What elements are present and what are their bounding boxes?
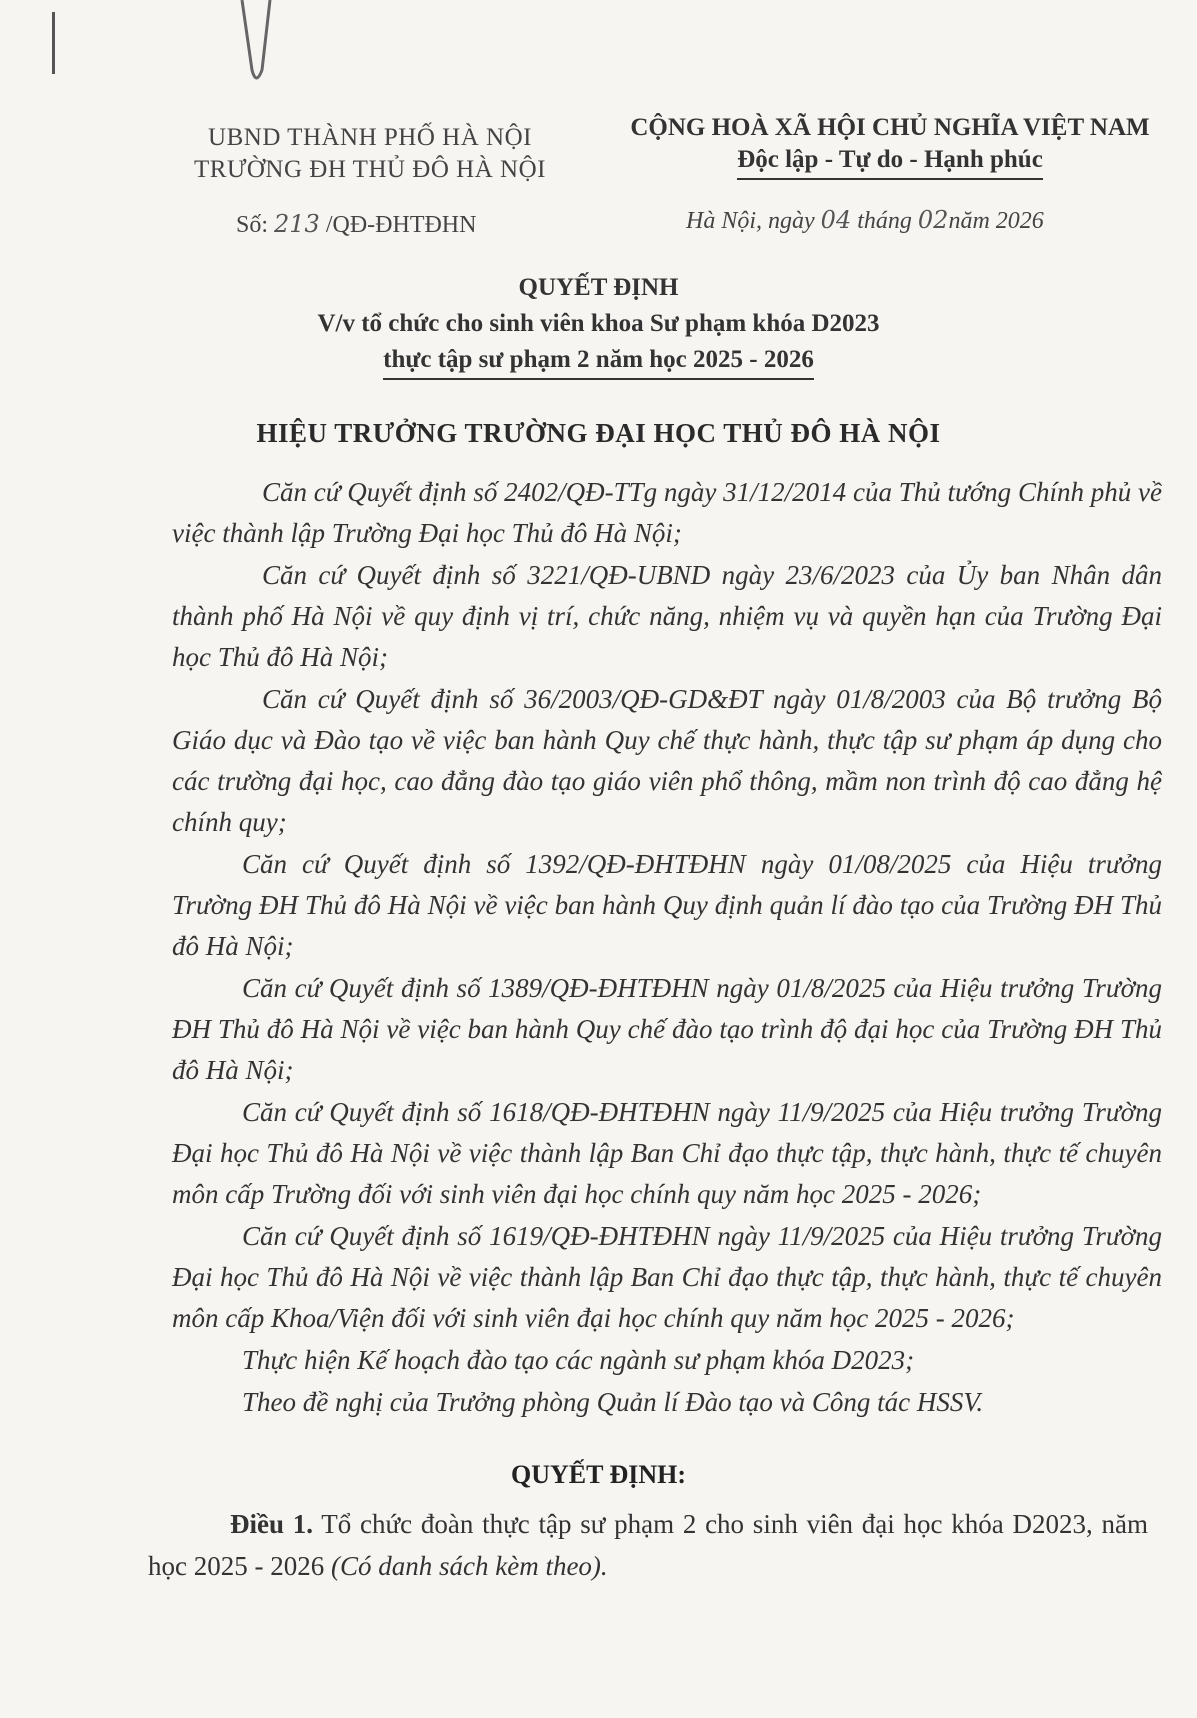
country-name: CỘNG HOÀ XÃ HỘI CHỦ NGHĨA VIỆT NAM [630, 114, 1150, 141]
university-name: TRƯỜNG ĐH THỦ ĐÔ HÀ NỘI [194, 156, 546, 183]
national-motto: Độc lập - Tự do - Hạnh phúc [737, 144, 1043, 180]
national-header [625, 112, 1155, 180]
article-1 [148, 1503, 1148, 1587]
ref-number: 213 [274, 210, 320, 238]
basis-paragraph: Căn cứ Quyết định số 1389/QĐ-ĐHTĐHN ngày 01/8/2025 của Hiệu trưởng Trường ĐH Thủ đô Hà Nội về việc ban hành Quy chế đào tạo trình độ đại học của Trường ĐH Thủ đô Hà Nội; [172, 973, 1162, 1085]
basis-paragraph: Căn cứ Quyết định số 1392/QĐ-ĐHTĐHN ngày 01/08/2025 của Hiệu trưởng Trường ĐH Thủ đô Hà Nội về việc ban hành Quy định quản lí đào tạo của Trường ĐH Thủ đô Hà Nội; [172, 849, 1162, 961]
basis-paragraph: Căn cứ Quyết định số 36/2003/QĐ-GD&ĐT ngày 01/8/2003 của Bộ trưởng Bộ Giáo dục và Đào tạo về việc ban hành Quy chế thực hành, thực tập sư phạm áp dụng cho các trường đại học, cao đẳng đào tạo giáo viên phổ thông, mầm non trình độ cao đẳng hệ chính quy; [172, 684, 1162, 837]
title-subject: V/v tổ chức cho sinh viên khoa Sư phạm khóa D2023 [317, 310, 880, 337]
basis-paragraph: Căn cứ Quyết định số 1619/QĐ-ĐHTĐHN ngày 11/9/2025 của Hiệu trưởng Trường Đại học Thủ đô Hà Nội về việc thành lập Ban Chỉ đạo thực tập, thực hành, thực tế chuyên môn cấp Khoa/Viện đối với sinh viên đại học chính quy năm học 2025 - 2026; [172, 1221, 1162, 1333]
margin-mark [52, 12, 55, 74]
issue-date [686, 206, 1044, 235]
date-month: 02 [917, 206, 949, 234]
decision-heading: QUYẾT ĐỊNH: [510, 1460, 687, 1489]
basis-paragraph: Căn cứ Quyết định số 1618/QĐ-ĐHTĐHN ngày 11/9/2025 của Hiệu trưởng Trường Đại học Thủ đô Hà Nội về việc thành lập Ban Chỉ đạo thực tập, thực hành, thực tế chuyên môn cấp Trường đối với sinh viên đại học chính quy năm học 2025 - 2026; [172, 1097, 1162, 1209]
date-year: năm 2026 [948, 208, 1044, 234]
title-type: QUYẾT ĐỊNH [518, 274, 679, 301]
article-1-note: (Có danh sách kèm theo). [330, 1551, 608, 1581]
article-1-text: Tổ chức đoàn thực tập sư phạm 2 cho sinh viên đại học khóa D2023, năm học 2025 - 2026 [148, 1509, 1148, 1581]
title-subject-line2: thực tập sư phạm 2 năm học 2025 - 2026 [383, 342, 814, 380]
authority-heading: HIỆU TRƯỞNG TRƯỜNG ĐẠI HỌC THỦ ĐÔ HÀ NỘI [256, 418, 941, 448]
ref-suffix: /QĐ-ĐHTĐHN [319, 212, 477, 238]
paper-clip-mark [238, 0, 278, 90]
basis-paragraph: Căn cứ Quyết định số 2402/QĐ-TTg ngày 31/12/2014 của Thủ tướng Chính phủ về việc thành lập Trường Đại học Thủ đô Hà Nội; [172, 477, 1162, 548]
basis-paragraph: Thực hiện Kế hoạch đào tạo các ngành sư phạm khóa D2023; [242, 1345, 915, 1375]
date-month-word: tháng [851, 208, 918, 234]
document-title [0, 270, 1197, 380]
issuing-authority [160, 122, 580, 186]
ref-prefix: Số: [236, 212, 275, 238]
basis-paragraph: Căn cứ Quyết định số 3221/QĐ-UBND ngày 23/6/2023 của Ủy ban Nhân dân thành phố Hà Nội về quy định vị trí, chức năng, nhiệm vụ và quyền hạn của Trường Đại học Thủ đô Hà Nội; [172, 560, 1162, 672]
date-day: 04 [820, 206, 852, 234]
date-place: Hà Nội, ngày [686, 208, 821, 234]
article-1-label: Điều 1. [230, 1509, 313, 1539]
document-number [236, 210, 476, 239]
city-committee: UBND THÀNH PHỐ HÀ NỘI [208, 124, 532, 151]
basis-paragraph: Theo đề nghị của Trưởng phòng Quản lí Đào tạo và Công tác HSSV. [242, 1387, 984, 1417]
legal-bases [172, 472, 1162, 1424]
